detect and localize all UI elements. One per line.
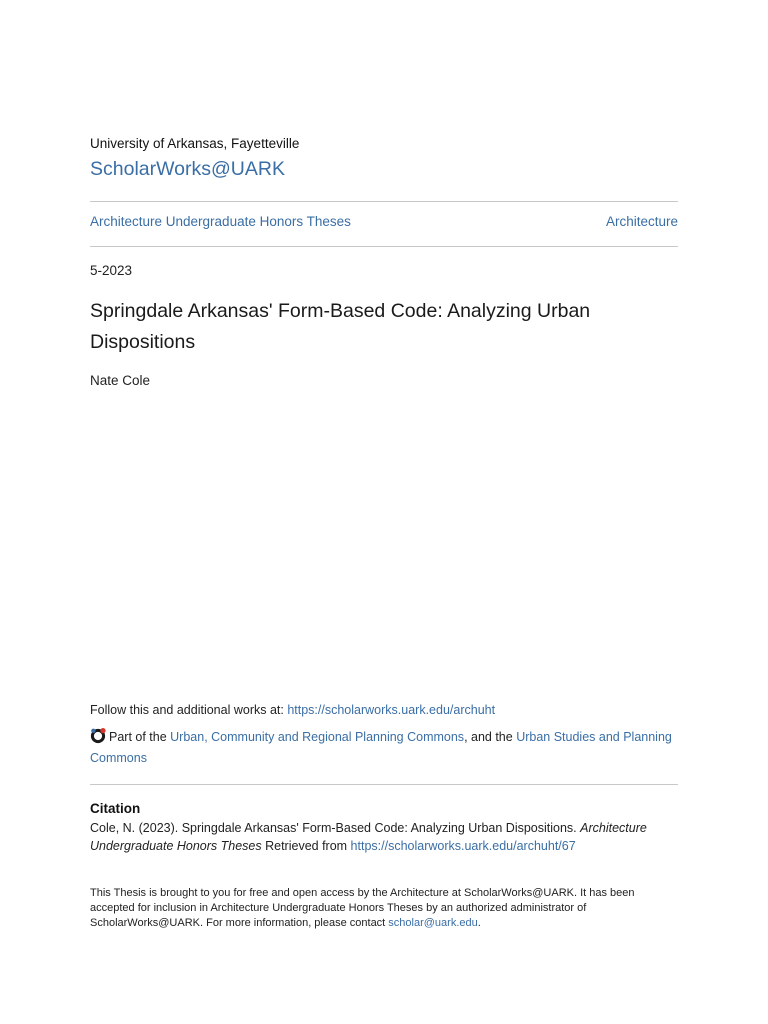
notice-end: . bbox=[477, 917, 481, 929]
repository-link[interactable]: ScholarWorks@UARK bbox=[90, 158, 285, 180]
institution-name: University of Arkansas, Fayetteville bbox=[90, 136, 300, 151]
publication-date: 5-2023 bbox=[90, 263, 133, 278]
divider-citation bbox=[90, 784, 678, 785]
commons-link-urban-studies[interactable]: Urban Studies and Planning Commons bbox=[90, 730, 672, 765]
citation-series: Architecture Undergraduate Honors Theses bbox=[90, 821, 647, 853]
part-of-connector: , and the bbox=[464, 730, 517, 744]
divider-nav bbox=[90, 246, 678, 247]
citation-url-link[interactable]: https://scholarworks.uark.edu/archuht/67 bbox=[350, 838, 576, 853]
follow-line bbox=[90, 703, 495, 717]
citation-heading: Citation bbox=[90, 801, 141, 816]
document-title: Springdale Arkansas' Form-Based Code: Analyzing Urban Dispositions bbox=[90, 300, 591, 353]
commons-network-icon bbox=[90, 727, 107, 744]
follow-label: Follow this and additional works at: bbox=[90, 703, 288, 717]
part-of-line bbox=[90, 727, 680, 769]
citation-retrieved: Retrieved from bbox=[261, 838, 351, 853]
author-name: Nate Cole bbox=[90, 373, 151, 388]
commons-link-urban-community[interactable]: Urban, Community and Regional Planning Commons bbox=[170, 730, 465, 744]
contact-email-link[interactable]: scholar@uark.edu bbox=[388, 917, 478, 929]
citation-main: Cole, N. (2023). Springdale Arkansas' Form-Based Code: Analyzing Urban Dispositions. bbox=[90, 821, 581, 835]
notice-text: This Thesis is brought to you for free and open access by the Architecture at ScholarWorks@UARK. It has been accepted for inclusion in Architecture Undergraduate Honors Theses by an authorized administrator of ScholarWorks@UARK. For more information, please contact bbox=[90, 887, 635, 929]
divider-top bbox=[90, 201, 678, 202]
collection-link[interactable]: Architecture Undergraduate Honors Theses bbox=[90, 214, 351, 229]
access-notice bbox=[90, 886, 680, 931]
part-of-prefix: Part of the bbox=[109, 730, 171, 744]
department-link[interactable]: Architecture bbox=[605, 214, 678, 229]
citation-text bbox=[90, 820, 680, 855]
follow-url-link[interactable]: https://scholarworks.uark.edu/archuht bbox=[287, 703, 496, 717]
